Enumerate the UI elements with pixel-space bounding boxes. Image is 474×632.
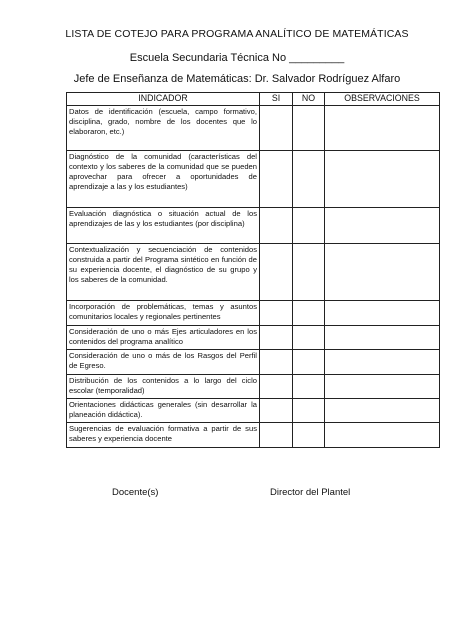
table-row: [67, 399, 440, 423]
observations-cell[interactable]: [325, 423, 440, 448]
no-cell[interactable]: [293, 208, 325, 244]
observations-cell[interactable]: [325, 151, 440, 208]
observations-cell[interactable]: [325, 301, 440, 326]
header-observations: OBSERVACIONES: [325, 93, 440, 106]
chief-line: Jefe de Enseñanza de Matemáticas: Dr. Salvador Rodríguez Alfaro: [73, 73, 401, 85]
table-row: [67, 326, 440, 350]
header-yes: SI: [260, 93, 293, 106]
indicator-cell: Sugerencias de evaluación formativa a partir de sus saberes y experiencia docente: [67, 423, 260, 448]
yes-cell[interactable]: [260, 399, 293, 423]
no-cell[interactable]: [293, 151, 325, 208]
yes-cell[interactable]: [260, 106, 293, 151]
observations-cell[interactable]: [325, 326, 440, 350]
observations-cell[interactable]: [325, 375, 440, 399]
table-row: [67, 423, 440, 448]
yes-cell[interactable]: [260, 151, 293, 208]
teacher-signature-label: Docente(s): [112, 487, 159, 498]
table-row: [67, 106, 440, 151]
yes-cell[interactable]: [260, 301, 293, 326]
table-row: [67, 301, 440, 326]
no-cell[interactable]: [293, 375, 325, 399]
indicator-cell: Diagnóstico de la comunidad (características del contexto y los saberes de la comunidad que se pueden aprovechar para ofrecer a oportunidades de aprendizaje a las y los estudiantes): [67, 151, 260, 208]
indicator-cell: Evaluación diagnóstica o situación actual de los aprendizajes de las y los estudiantes (por disciplina): [67, 208, 260, 244]
observations-cell[interactable]: [325, 244, 440, 301]
indicator-cell: Contextualización y secuenciación de contenidos construida a partir del Programa sintético en función de su experiencia docente, el diagnóstico de su grupo y los saberes de la comunidad.: [67, 244, 260, 301]
indicator-cell: Incorporación de problemáticas, temas y asuntos comunitarios locales y regionales pertinentes: [67, 301, 260, 326]
director-signature-label: Director del Plantel: [270, 487, 351, 498]
table-row: [67, 208, 440, 244]
yes-cell[interactable]: [260, 326, 293, 350]
table-header-row: [67, 93, 440, 106]
no-cell[interactable]: [293, 301, 325, 326]
checklist-table: [66, 92, 440, 448]
indicator-cell: Consideración de uno o más Ejes articuladores en los contenidos del programa analítico: [67, 326, 260, 350]
no-cell[interactable]: [293, 326, 325, 350]
yes-cell[interactable]: [260, 208, 293, 244]
table-row: [67, 151, 440, 208]
observations-cell[interactable]: [325, 208, 440, 244]
table-row: [67, 375, 440, 399]
no-cell[interactable]: [293, 350, 325, 375]
yes-cell[interactable]: [260, 244, 293, 301]
indicator-cell: Distribución de los contenidos a lo largo del ciclo escolar (temporalidad): [67, 375, 260, 399]
yes-cell[interactable]: [260, 375, 293, 399]
table-row: [67, 350, 440, 375]
indicator-cell: Orientaciones didácticas generales (sin desarrollar la planeación didáctica).: [67, 399, 260, 423]
yes-cell[interactable]: [260, 423, 293, 448]
table-row: [67, 244, 440, 301]
header-indicator: INDICADOR: [67, 93, 260, 106]
indicator-cell: Consideración de uno o más de los Rasgos del Perfil de Egreso.: [67, 350, 260, 375]
document-title: LISTA DE COTEJO PARA PROGRAMA ANALÍTICO DE MATEMÁTICAS: [65, 28, 409, 40]
observations-cell[interactable]: [325, 106, 440, 151]
indicator-cell: Datos de identificación (escuela, campo formativo, disciplina, grado, nombre de los docentes que lo elaboraron, etc.): [67, 106, 260, 151]
no-cell[interactable]: [293, 423, 325, 448]
no-cell[interactable]: [293, 106, 325, 151]
header-no: NO: [293, 93, 325, 106]
no-cell[interactable]: [293, 244, 325, 301]
school-line: Escuela Secundaria Técnica No _________: [129, 52, 345, 64]
observations-cell[interactable]: [325, 350, 440, 375]
observations-cell[interactable]: [325, 399, 440, 423]
yes-cell[interactable]: [260, 350, 293, 375]
no-cell[interactable]: [293, 399, 325, 423]
